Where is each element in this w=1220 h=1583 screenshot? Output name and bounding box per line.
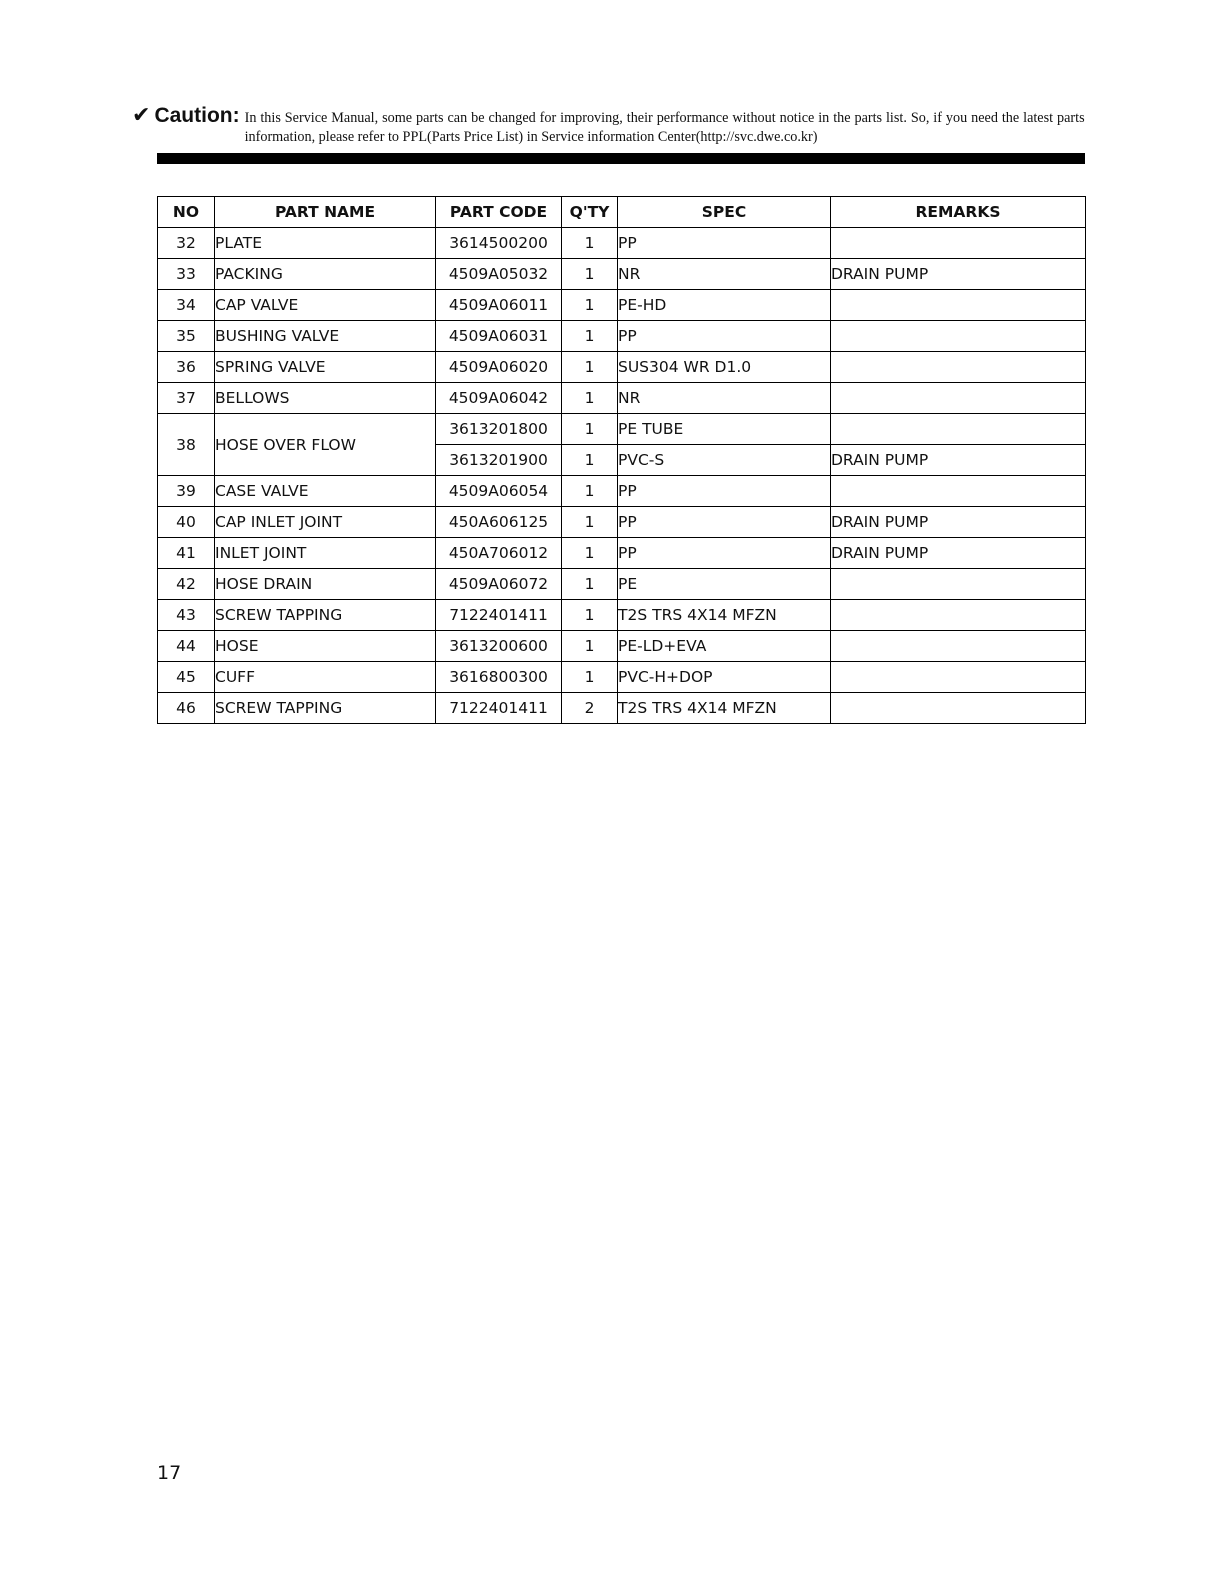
cell-no: 32 [158,228,215,259]
table-row [158,259,1086,290]
cell-qty: 1 [562,228,618,259]
cell-qty: 1 [562,445,618,476]
cell-part-code: 4509A06011 [436,290,562,321]
cell-no: 33 [158,259,215,290]
caution-row [132,104,1087,147]
table-row [158,600,1086,631]
caution-text: In this Service Manual, some parts can be changed for improving, their performance without notice in the parts list. So, if you need the latest parts information, please refer to PPL(Parts Price List) in Service information Center(http://svc.dwe.co.kr) [244,110,1085,145]
header-qty: Q'TY [562,197,618,228]
cell-spec: PP [618,321,831,352]
cell-part-code: 3614500200 [436,228,562,259]
cell-no: 41 [158,538,215,569]
caution-notice [132,104,1087,147]
table-header-row [158,197,1086,228]
cell-no: 35 [158,321,215,352]
cell-remarks [831,383,1086,414]
header-no: NO [158,197,215,228]
cell-qty: 1 [562,383,618,414]
cell-part-name: HOSE DRAIN [215,569,436,600]
cell-part-name: CAP INLET JOINT [215,507,436,538]
cell-qty: 1 [562,476,618,507]
cell-spec: SUS304 WR D1.0 [618,352,831,383]
cell-remarks: DRAIN PUMP [831,538,1086,569]
cell-remarks [831,662,1086,693]
cell-part-code: 450A706012 [436,538,562,569]
table-row [158,228,1086,259]
cell-no: 45 [158,662,215,693]
cell-part-name: SCREW TAPPING [215,600,436,631]
cell-remarks [831,228,1086,259]
table-row [158,321,1086,352]
cell-part-code: 4509A06072 [436,569,562,600]
cell-no: 43 [158,600,215,631]
cell-part-code: 3613201800 [436,414,562,445]
cell-remarks [831,600,1086,631]
cell-remarks: DRAIN PUMP [831,507,1086,538]
cell-no: 39 [158,476,215,507]
table-row [158,383,1086,414]
cell-spec: PE-LD+EVA [618,631,831,662]
cell-no: 42 [158,569,215,600]
cell-spec: PE TUBE [618,414,831,445]
header-spec: SPEC [618,197,831,228]
cell-qty: 1 [562,414,618,445]
table-row [158,569,1086,600]
cell-part-code: 3613200600 [436,631,562,662]
table-row [158,290,1086,321]
cell-remarks [831,414,1086,445]
table-row [158,693,1086,724]
cell-part-name: HOSE [215,631,436,662]
cell-no: 46 [158,693,215,724]
table-row [158,538,1086,569]
table-body [158,228,1086,724]
cell-qty: 1 [562,569,618,600]
cell-no: 37 [158,383,215,414]
cell-spec: PP [618,507,831,538]
header-remarks: REMARKS [831,197,1086,228]
cell-qty: 1 [562,600,618,631]
cell-part-name: SPRING VALVE [215,352,436,383]
cell-spec: PP [618,228,831,259]
cell-spec: PE [618,569,831,600]
cell-part-name: HOSE OVER FLOW [215,414,436,476]
cell-part-code: 7122401411 [436,600,562,631]
cell-spec: PP [618,538,831,569]
cell-qty: 1 [562,631,618,662]
cell-remarks [831,631,1086,662]
cell-part-code: 4509A06054 [436,476,562,507]
cell-part-name: CUFF [215,662,436,693]
page-number: 17 [157,1462,182,1484]
cell-qty: 1 [562,662,618,693]
table-row [158,507,1086,538]
cell-part-code: 3616800300 [436,662,562,693]
cell-no: 34 [158,290,215,321]
cell-part-code: 4509A06042 [436,383,562,414]
header-part-code: PART CODE [436,197,562,228]
cell-remarks [831,290,1086,321]
cell-qty: 1 [562,538,618,569]
cell-spec: PVC-S [618,445,831,476]
cell-no: 38 [158,414,215,476]
cell-remarks [831,693,1086,724]
cell-qty: 1 [562,321,618,352]
cell-part-name: BELLOWS [215,383,436,414]
table-row [158,352,1086,383]
table-row [158,414,1086,445]
cell-part-name: BUSHING VALVE [215,321,436,352]
cell-remarks [831,569,1086,600]
cell-no: 40 [158,507,215,538]
cell-no: 36 [158,352,215,383]
cell-spec: PP [618,476,831,507]
cell-part-name: CAP VALVE [215,290,436,321]
cell-qty: 1 [562,352,618,383]
cell-remarks [831,476,1086,507]
cell-part-code: 7122401411 [436,693,562,724]
cell-remarks [831,321,1086,352]
cell-qty: 1 [562,507,618,538]
caution-label: Caution: [154,104,240,127]
cell-part-code: 4509A06020 [436,352,562,383]
table-row [158,662,1086,693]
parts-table [157,196,1086,724]
cell-spec: PVC-H+DOP [618,662,831,693]
cell-part-name: PACKING [215,259,436,290]
cell-remarks: DRAIN PUMP [831,445,1086,476]
header-part-name: PART NAME [215,197,436,228]
cell-part-name: PLATE [215,228,436,259]
check-icon: ✔ [132,103,151,128]
cell-spec: NR [618,259,831,290]
cell-part-code: 4509A06031 [436,321,562,352]
cell-spec: PE-HD [618,290,831,321]
cell-no: 44 [158,631,215,662]
cell-remarks: DRAIN PUMP [831,259,1086,290]
cell-spec: NR [618,383,831,414]
table-row [158,476,1086,507]
cell-part-code: 3613201900 [436,445,562,476]
cell-qty: 2 [562,693,618,724]
cell-spec: T2S TRS 4X14 MFZN [618,600,831,631]
cell-spec: T2S TRS 4X14 MFZN [618,693,831,724]
cell-qty: 1 [562,290,618,321]
cell-part-code: 450A606125 [436,507,562,538]
cell-part-name: CASE VALVE [215,476,436,507]
cell-qty: 1 [562,259,618,290]
header-rule [157,153,1085,164]
table-row [158,631,1086,662]
cell-part-name: SCREW TAPPING [215,693,436,724]
cell-remarks [831,352,1086,383]
cell-part-name: INLET JOINT [215,538,436,569]
cell-part-code: 4509A05032 [436,259,562,290]
